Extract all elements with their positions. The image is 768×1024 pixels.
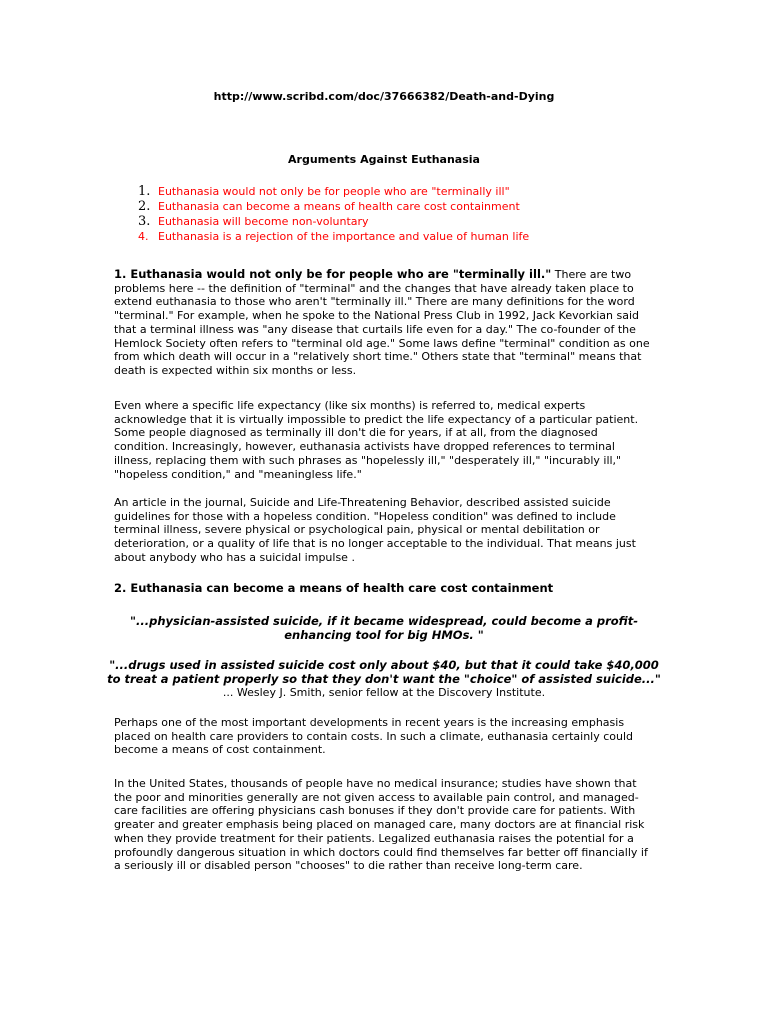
list-item-text: Euthanasia would not only be for people who are "terminally ill" <box>158 185 510 198</box>
list-item <box>138 199 698 214</box>
document-title: Arguments Against Euthanasia <box>288 153 480 166</box>
list-item <box>138 229 698 244</box>
list-number: 3. <box>138 214 151 229</box>
section1-heading: 1. Euthanasia would not only be for people who are "terminally ill." <box>114 267 552 281</box>
list-number: 2. <box>138 199 151 214</box>
argument-list <box>138 184 698 244</box>
section2-paragraph-2: In the United States, thousands of people have no medical insurance; studies have shown that the poor and minorities generally are not given access to available pain control, and managed-care facilities are offering physicians cash bonuses if they don't provide care for patients. With greater and greater emphasis being placed on managed care, many doctors are at financial risk when they provide treatment for their patients. Legalized euthanasia raises the potential for a profoundly dangerous situation in which doctors could find themselves far better off financially if a seriously ill or disabled person "chooses" to die rather than receive long-term care. <box>114 777 648 873</box>
section2-heading: 2. Euthanasia can become a means of health care cost containment <box>114 581 554 595</box>
section1-paragraph-1 <box>114 268 654 378</box>
section1-paragraph-3: An article in the journal, Suicide and Life-Threatening Behavior, described assisted suicide guidelines for those with a hopeless condition. "Hopeless condition" was defined to include terminal illness, severe physical or psychological pain, physical or mental debilitation or deterioration, or a quality of life that is no longer acceptable to the individual. That means just about anybody who has a suicidal impulse . <box>114 496 636 564</box>
list-item-text: Euthanasia can become a means of health care cost containment <box>158 200 520 213</box>
quote-attribution: ... Wesley J. Smith, senior fellow at the Discovery Institute. <box>222 686 546 699</box>
section1-paragraph-1-text: There are two problems here -- the definition of "terminal" and the changes that have already taken place to extend euthanasia to those who aren't "terminally ill." There are many definitions for the word "terminal." For example, when he spoke to the National Press Club in 1992, Jack Kevorkian said that a terminal illness was "any disease that curtails life even for a day." The co-founder of the Hemlock Society often refers to "terminal old age." Some laws define "terminal" condition as one from which death will occur in a "relatively short time." Others state that "terminal" means that death is expected within six months or less. <box>114 268 650 377</box>
list-number: 1. <box>138 184 151 199</box>
pull-quote-1: "...physician-assisted suicide, if it became widespread, could become a profit-enhancing tool for big HMOs. " <box>130 614 638 642</box>
section2-paragraph-1: Perhaps one of the most important developments in recent years is the increasing emphasis placed on health care providers to contain costs. In such a climate, euthanasia certainly could become a means of cost containment. <box>114 716 634 757</box>
list-item <box>138 184 698 199</box>
list-item-text: Euthanasia will become non-voluntary <box>158 215 369 228</box>
list-number: 4. <box>138 230 149 243</box>
section1-paragraph-2: Even where a specific life expectancy (like six months) is referred to, medical experts acknowledge that it is virtually impossible to predict the life expectancy of a particular patient. Some people diagnosed as terminally ill don't die for years, if at all, from the diagnosed condition. Increasingly, however, euthanasia activists have dropped references to terminal illness, replacing them with such phrases as "hopelessly ill," "desperately ill," "incurably ill," "hopeless condition," and "meaningless life." <box>114 399 639 481</box>
pull-quote-2: "...drugs used in assisted suicide cost only about $40, but that it could take $40,000 to treat a patient properly so that they don't want the "choice" of assisted suicide..." <box>107 658 661 686</box>
source-url[interactable]: http://www.scribd.com/doc/37666382/Death-and-Dying <box>213 90 555 103</box>
list-item-text: Euthanasia is a rejection of the importance and value of human life <box>158 230 530 243</box>
list-item <box>138 214 698 229</box>
